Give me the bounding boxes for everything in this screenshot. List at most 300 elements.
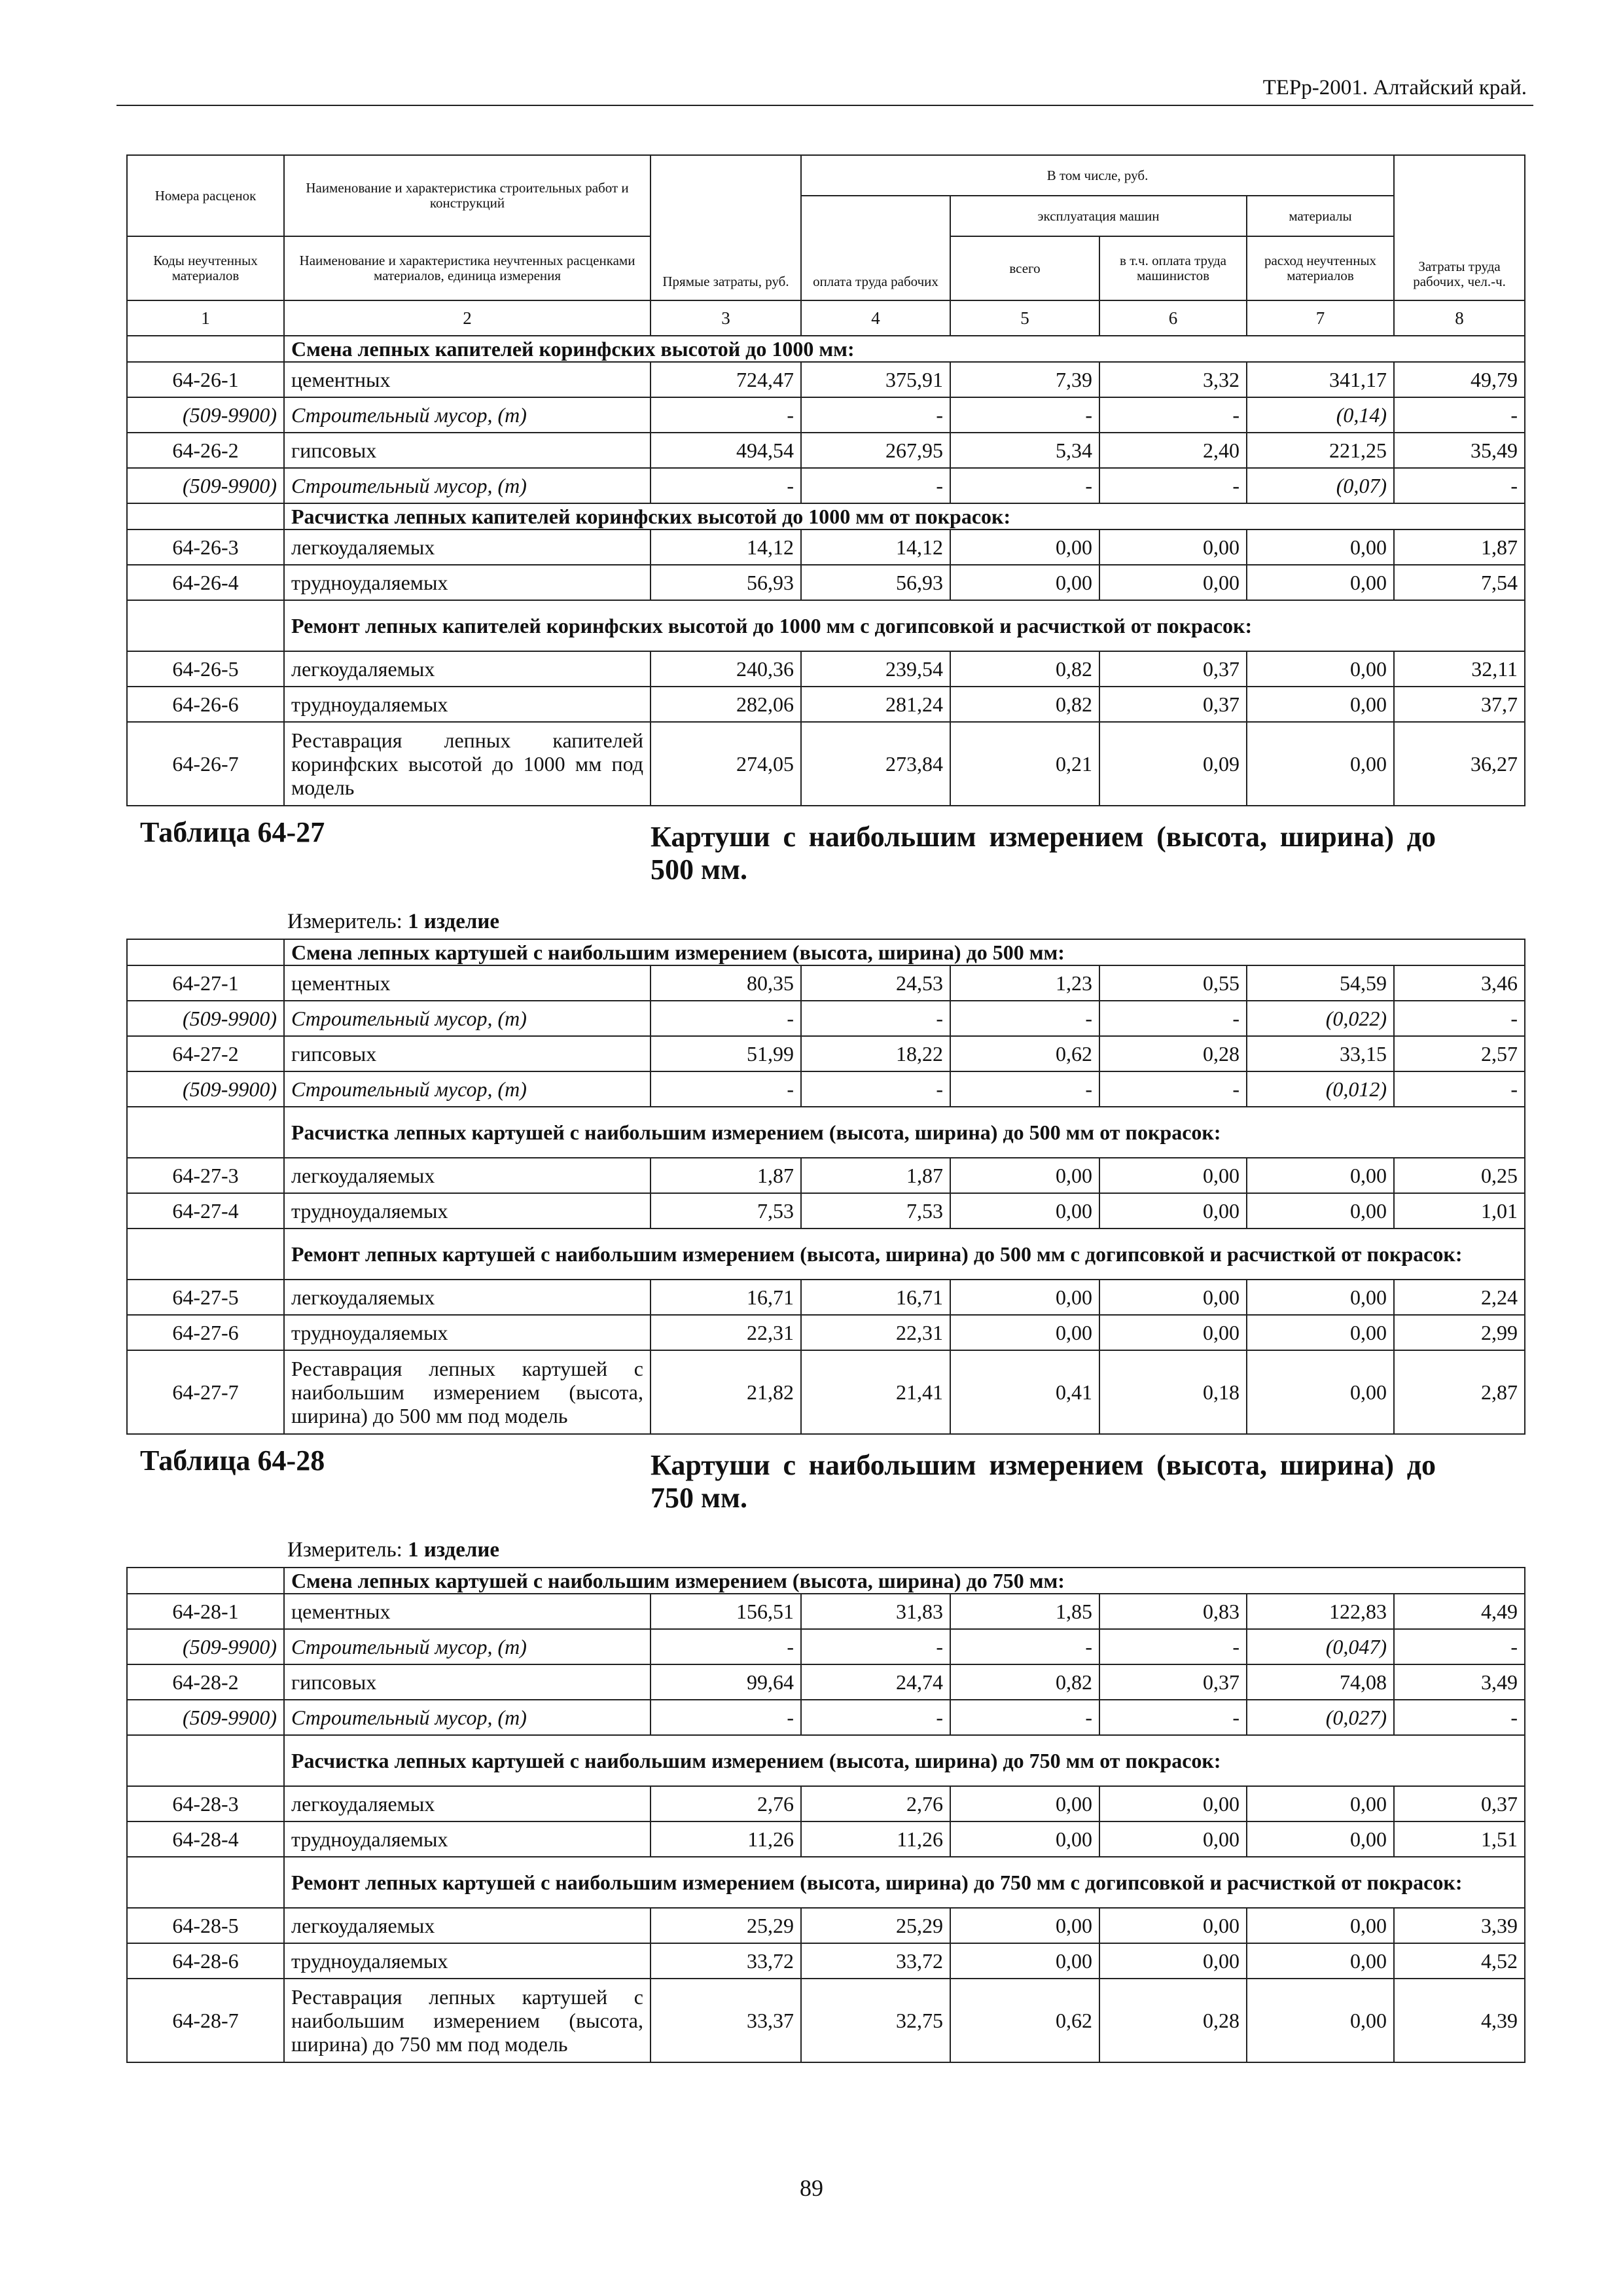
rate-code: 64-27-2 (127, 1036, 284, 1071)
rate-row (127, 433, 1525, 468)
column-number: 3 (651, 300, 801, 336)
labor-cost-value: 56,93 (801, 565, 950, 600)
section-heading-row (127, 1229, 1525, 1280)
header-name-top: Наименование и характеристика строительных работ и конструкций (284, 155, 651, 236)
direct-cost-value: 25,29 (651, 1908, 801, 1943)
machines-labor-value: 0,00 (1099, 1158, 1247, 1193)
labor-hours-value: 2,24 (1394, 1280, 1525, 1315)
column-number: 6 (1099, 300, 1247, 336)
machines-total-value: 0,62 (950, 1979, 1099, 2062)
column-number: 1 (127, 300, 284, 336)
direct-cost-value: 99,64 (651, 1664, 801, 1700)
labor-cost-value: 21,41 (801, 1350, 950, 1434)
rate-code: 64-27-3 (127, 1158, 284, 1193)
rate-name: легкоудаляемых (284, 529, 651, 565)
machines-labor-value: 0,00 (1099, 565, 1247, 600)
direct-cost-value: 1,87 (651, 1158, 801, 1193)
machines-total-value: - (950, 1001, 1099, 1036)
machines-labor-value: 3,32 (1099, 362, 1247, 397)
machines-labor-value: 0,00 (1099, 1193, 1247, 1229)
machines-total-value: 0,82 (950, 651, 1099, 687)
labor-hours-value: - (1394, 1071, 1525, 1107)
material-row (127, 1071, 1525, 1107)
machines-labor-value: 0,00 (1099, 1315, 1247, 1350)
machines-total-value: - (950, 1071, 1099, 1107)
machines-labor-value: 0,37 (1099, 687, 1247, 722)
rate-code: 64-26-5 (127, 651, 284, 687)
labor-hours-value: - (1394, 1629, 1525, 1664)
page-header-text: ТЕРр-2001. Алтайский край. (1262, 76, 1527, 99)
material-code: (509-9900) (127, 1700, 284, 1735)
rate-row (127, 1821, 1525, 1857)
materials-unaccounted-value: 33,15 (1247, 1036, 1394, 1071)
materials-unaccounted-value: 122,83 (1247, 1594, 1394, 1629)
section-heading-row (127, 600, 1525, 651)
materials-unaccounted-value: 0,00 (1247, 1979, 1394, 2062)
labor-hours-value: 36,27 (1394, 722, 1525, 806)
labor-cost-value: 7,53 (801, 1193, 950, 1229)
rate-row (127, 1594, 1525, 1629)
materials-unaccounted-value: 0,00 (1247, 1193, 1394, 1229)
machines-total-value: 0,41 (950, 1350, 1099, 1434)
rate-code: 64-26-7 (127, 722, 284, 806)
rate-code: 64-28-3 (127, 1786, 284, 1821)
materials-unaccounted-value: 0,00 (1247, 651, 1394, 687)
machines-labor-value: 0,09 (1099, 722, 1247, 806)
labor-cost-value: - (801, 1629, 950, 1664)
table-title: Картуши с наибольшим измерением (высота, ширина) до 750 мм. (651, 1449, 1436, 1514)
rate-code: 64-28-7 (127, 1979, 284, 2062)
machines-labor-value: 0,00 (1099, 1943, 1247, 1979)
material-name: Строительный мусор, (т) (284, 1001, 651, 1036)
rate-name: легкоудаляемых (284, 1158, 651, 1193)
material-row (127, 1001, 1525, 1036)
machines-labor-value: 0,00 (1099, 1821, 1247, 1857)
materials-unaccounted-value: 0,00 (1247, 1158, 1394, 1193)
section-blank-cell (127, 600, 284, 651)
machines-total-value: 0,21 (950, 722, 1099, 806)
direct-cost-value: - (651, 1700, 801, 1735)
materials-unaccounted-value: 74,08 (1247, 1664, 1394, 1700)
rate-name: гипсовых (284, 1036, 651, 1071)
rate-code: 64-26-4 (127, 565, 284, 600)
section-title: Смена лепных картушей с наибольшим измерением (высота, ширина) до 750 мм: (284, 1568, 1525, 1594)
machines-labor-value: - (1099, 1001, 1247, 1036)
labor-cost-value: 31,83 (801, 1594, 950, 1629)
rate-code: 64-26-1 (127, 362, 284, 397)
rates-table (126, 154, 1525, 2063)
labor-hours-value: 49,79 (1394, 362, 1525, 397)
machines-labor-value: - (1099, 1629, 1247, 1664)
machines-labor-value: 0,55 (1099, 965, 1247, 1001)
machines-total-value: - (950, 1629, 1099, 1664)
material-name: Строительный мусор, (т) (284, 1629, 651, 1664)
materials-unaccounted-value: (0,027) (1247, 1700, 1394, 1735)
header-machines-total: всего (950, 236, 1099, 300)
material-name: Строительный мусор, (т) (284, 1071, 651, 1107)
labor-cost-value: 16,71 (801, 1280, 950, 1315)
machines-total-value: 0,00 (950, 1821, 1099, 1857)
rate-row (127, 1786, 1525, 1821)
section-blank-cell (127, 336, 284, 362)
material-code: (509-9900) (127, 1071, 284, 1107)
direct-cost-value: - (651, 1001, 801, 1036)
machines-total-value: - (950, 468, 1099, 503)
materials-unaccounted-value: (0,022) (1247, 1001, 1394, 1036)
labor-cost-value: 18,22 (801, 1036, 950, 1071)
machines-labor-value: 0,37 (1099, 651, 1247, 687)
rate-name: трудноудаляемых (284, 687, 651, 722)
material-name: Строительный мусор, (т) (284, 468, 651, 503)
machines-total-value: 0,82 (950, 1664, 1099, 1700)
labor-hours-value: 3,46 (1394, 965, 1525, 1001)
header-labor-pay: оплата труда рабочих (801, 196, 950, 300)
section-title: Ремонт лепных картушей с наибольшим измерением (высота, ширина) до 500 мм с догипсовкой и расчисткой от покрасок: (284, 1229, 1525, 1280)
labor-hours-value: 35,49 (1394, 433, 1525, 468)
direct-cost-value: - (651, 468, 801, 503)
unit-label: Измеритель: (287, 910, 402, 933)
materials-unaccounted-value: 0,00 (1247, 1908, 1394, 1943)
rate-row (127, 1908, 1525, 1943)
rate-name: легкоудаляемых (284, 651, 651, 687)
rate-name: трудноудаляемых (284, 1943, 651, 1979)
labor-hours-value: 1,87 (1394, 529, 1525, 565)
rate-name: легкоудаляемых (284, 1908, 651, 1943)
machines-labor-value: 0,00 (1099, 1908, 1247, 1943)
direct-cost-value: 7,53 (651, 1193, 801, 1229)
section-blank-cell (127, 503, 284, 529)
labor-hours-value: 3,39 (1394, 1908, 1525, 1943)
rate-name: цементных (284, 362, 651, 397)
labor-cost-value: 267,95 (801, 433, 950, 468)
direct-cost-value: - (651, 397, 801, 433)
labor-cost-value: - (801, 1001, 950, 1036)
rate-name: гипсовых (284, 1664, 651, 1700)
machines-labor-value: 0,00 (1099, 529, 1247, 565)
material-name: Строительный мусор, (т) (284, 397, 651, 433)
section-title: Ремонт лепных капителей коринфских высотой до 1000 мм с догипсовкой и расчисткой от покрасок: (284, 600, 1525, 651)
labor-hours-value: - (1394, 397, 1525, 433)
material-code: (509-9900) (127, 1001, 284, 1036)
rate-code: 64-27-5 (127, 1280, 284, 1315)
rate-row (127, 1158, 1525, 1193)
machines-labor-value: - (1099, 397, 1247, 433)
machines-total-value: - (950, 1700, 1099, 1735)
rate-code: 64-26-6 (127, 687, 284, 722)
rate-code: 64-27-1 (127, 965, 284, 1001)
machines-total-value: 0,00 (950, 529, 1099, 565)
materials-unaccounted-value: 0,00 (1247, 1821, 1394, 1857)
direct-cost-value: - (651, 1629, 801, 1664)
materials-unaccounted-value: 0,00 (1247, 687, 1394, 722)
material-code: (509-9900) (127, 468, 284, 503)
rate-name: гипсовых (284, 433, 651, 468)
table-title-row (127, 1434, 1525, 1568)
materials-unaccounted-value: (0,14) (1247, 397, 1394, 433)
labor-hours-value: 32,11 (1394, 651, 1525, 687)
labor-hours-value: 0,25 (1394, 1158, 1525, 1193)
machines-total-value: 0,00 (950, 565, 1099, 600)
section-blank-cell (127, 1735, 284, 1786)
machines-labor-value: - (1099, 1700, 1247, 1735)
rate-row (127, 529, 1525, 565)
direct-cost-value: 282,06 (651, 687, 801, 722)
labor-cost-value: - (801, 468, 950, 503)
machines-total-value: 1,23 (950, 965, 1099, 1001)
labor-hours-value: 4,52 (1394, 1943, 1525, 1979)
machines-total-value: 0,62 (950, 1036, 1099, 1071)
table-title-row (127, 806, 1525, 939)
machines-total-value: 0,00 (950, 1786, 1099, 1821)
materials-unaccounted-value: 0,00 (1247, 1280, 1394, 1315)
rate-code: 64-27-4 (127, 1193, 284, 1229)
material-code: (509-9900) (127, 397, 284, 433)
rate-name: Реставрация лепных картушей с наибольшим измерением (высота, ширина) до 750 мм под модель (284, 1979, 651, 2062)
header-code-bottom: Коды неучтенных материалов (127, 236, 284, 300)
material-row (127, 397, 1525, 433)
direct-cost-value: 11,26 (651, 1821, 801, 1857)
header-machines-labor: в т.ч. оплата труда машинистов (1099, 236, 1247, 300)
rate-row (127, 1315, 1525, 1350)
rate-row (127, 565, 1525, 600)
machines-labor-value: 0,00 (1099, 1786, 1247, 1821)
section-title: Расчистка лепных картушей с наибольшим измерением (высота, ширина) до 750 мм от покрасок: (284, 1735, 1525, 1786)
section-title: Расчистка лепных капителей коринфских высотой до 1000 мм от покрасок: (284, 503, 1525, 529)
section-heading-row (127, 1735, 1525, 1786)
section-heading-row (127, 939, 1525, 965)
header-materials-unaccounted: расход неучтенных материалов (1247, 236, 1394, 300)
rate-code: 64-27-6 (127, 1315, 284, 1350)
machines-labor-value: 0,37 (1099, 1664, 1247, 1700)
labor-cost-value: 1,87 (801, 1158, 950, 1193)
direct-cost-value: 22,31 (651, 1315, 801, 1350)
rate-row (127, 1280, 1525, 1315)
direct-cost-value: 494,54 (651, 433, 801, 468)
section-title: Расчистка лепных картушей с наибольшим измерением (высота, ширина) до 500 мм от покрасок: (284, 1107, 1525, 1158)
labor-hours-value: 4,39 (1394, 1979, 1525, 2062)
labor-hours-value: 37,7 (1394, 687, 1525, 722)
materials-unaccounted-value: (0,07) (1247, 468, 1394, 503)
machines-total-value: 0,00 (950, 1280, 1099, 1315)
rate-name: трудноудаляемых (284, 1821, 651, 1857)
rate-code: 64-28-1 (127, 1594, 284, 1629)
labor-cost-value: 25,29 (801, 1908, 950, 1943)
rate-code: 64-26-3 (127, 529, 284, 565)
header-row-1 (127, 155, 1525, 196)
labor-cost-value: 32,75 (801, 1979, 950, 2062)
column-numbers-row (127, 300, 1525, 336)
machines-labor-value: 0,28 (1099, 1979, 1247, 2062)
labor-cost-value: 2,76 (801, 1786, 950, 1821)
rates-table-body (127, 155, 1525, 2062)
table-title-cell (127, 1434, 1525, 1568)
labor-cost-value: 14,12 (801, 529, 950, 565)
material-row (127, 1700, 1525, 1735)
material-row (127, 1629, 1525, 1664)
rate-row (127, 965, 1525, 1001)
machines-total-value: 5,34 (950, 433, 1099, 468)
unit-value: 1 изделие (408, 910, 500, 933)
direct-cost-value: 51,99 (651, 1036, 801, 1071)
column-number: 2 (284, 300, 651, 336)
table-title: Картуши с наибольшим измерением (высота, ширина) до 500 мм. (651, 821, 1436, 886)
labor-hours-value: 3,49 (1394, 1664, 1525, 1700)
rate-code: 64-28-6 (127, 1943, 284, 1979)
labor-cost-value: 22,31 (801, 1315, 950, 1350)
material-code: (509-9900) (127, 1629, 284, 1664)
direct-cost-value: 21,82 (651, 1350, 801, 1434)
direct-cost-value: 33,72 (651, 1943, 801, 1979)
rate-code: 64-28-2 (127, 1664, 284, 1700)
machines-total-value: 0,00 (950, 1315, 1099, 1350)
labor-cost-value: 239,54 (801, 651, 950, 687)
rate-name: трудноудаляемых (284, 565, 651, 600)
table-unit (287, 910, 499, 933)
rate-name: трудноудаляемых (284, 1193, 651, 1229)
machines-labor-value: 0,18 (1099, 1350, 1247, 1434)
column-number: 4 (801, 300, 950, 336)
direct-cost-value: 33,37 (651, 1979, 801, 2062)
machines-total-value: 7,39 (950, 362, 1099, 397)
direct-cost-value: - (651, 1071, 801, 1107)
rate-row (127, 1036, 1525, 1071)
materials-unaccounted-value: 0,00 (1247, 1350, 1394, 1434)
rate-row (127, 651, 1525, 687)
labor-cost-value: - (801, 1071, 950, 1107)
section-blank-cell (127, 1568, 284, 1594)
section-title: Смена лепных капителей коринфских высотой до 1000 мм: (284, 336, 1525, 362)
labor-cost-value: 33,72 (801, 1943, 950, 1979)
labor-cost-value: 24,74 (801, 1664, 950, 1700)
section-blank-cell (127, 939, 284, 965)
direct-cost-value: 16,71 (651, 1280, 801, 1315)
direct-cost-value: 14,12 (651, 529, 801, 565)
table-title-block (127, 806, 1525, 939)
page-number: 89 (800, 2175, 823, 2201)
materials-unaccounted-value: (0,047) (1247, 1629, 1394, 1664)
machines-labor-value: - (1099, 1071, 1247, 1107)
direct-cost-value: 2,76 (651, 1786, 801, 1821)
rate-code: 64-28-4 (127, 1821, 284, 1857)
labor-hours-value: 7,54 (1394, 565, 1525, 600)
machines-total-value: 0,00 (950, 1193, 1099, 1229)
labor-hours-value: 2,99 (1394, 1315, 1525, 1350)
machines-total-value: 0,00 (950, 1908, 1099, 1943)
machines-total-value: 1,85 (950, 1594, 1099, 1629)
rate-name: Реставрация лепных капителей коринфских высотой до 1000 мм под модель (284, 722, 651, 806)
materials-unaccounted-value: 0,00 (1247, 722, 1394, 806)
direct-cost-value: 240,36 (651, 651, 801, 687)
labor-hours-value: 4,49 (1394, 1594, 1525, 1629)
machines-total-value: 0,82 (950, 687, 1099, 722)
section-blank-cell (127, 1107, 284, 1158)
section-heading-row (127, 1107, 1525, 1158)
rate-name: цементных (284, 965, 651, 1001)
machines-labor-value: - (1099, 468, 1247, 503)
rate-name: трудноудаляемых (284, 1315, 651, 1350)
labor-cost-value: - (801, 1700, 950, 1735)
column-number: 5 (950, 300, 1099, 336)
section-heading-row (127, 336, 1525, 362)
header-code-top: Номера расценок (127, 155, 284, 236)
table-unit (287, 1538, 499, 1562)
section-title: Ремонт лепных картушей с наибольшим измерением (высота, ширина) до 750 мм с догипсовкой и расчисткой от покрасок: (284, 1857, 1525, 1908)
rate-row (127, 1943, 1525, 1979)
rate-row (127, 1664, 1525, 1700)
rate-row (127, 362, 1525, 397)
materials-unaccounted-value: 0,00 (1247, 1315, 1394, 1350)
section-blank-cell (127, 1229, 284, 1280)
rate-row (127, 1193, 1525, 1229)
direct-cost-value: 724,47 (651, 362, 801, 397)
labor-hours-value: 0,37 (1394, 1786, 1525, 1821)
section-heading-row (127, 1857, 1525, 1908)
table-title-cell (127, 806, 1525, 939)
section-title: Смена лепных картушей с наибольшим измерением (высота, ширина) до 500 мм: (284, 939, 1525, 965)
rate-name: Реставрация лепных картушей с наибольшим измерением (высота, ширина) до 500 мм под модель (284, 1350, 651, 1434)
materials-unaccounted-value: (0,012) (1247, 1071, 1394, 1107)
labor-cost-value: - (801, 397, 950, 433)
rate-row (127, 1979, 1525, 2062)
rate-name: цементных (284, 1594, 651, 1629)
material-row (127, 468, 1525, 503)
labor-hours-value: 1,51 (1394, 1821, 1525, 1857)
labor-cost-value: 281,24 (801, 687, 950, 722)
rate-code: 64-26-2 (127, 433, 284, 468)
labor-cost-value: 375,91 (801, 362, 950, 397)
materials-unaccounted-value: 341,17 (1247, 362, 1394, 397)
section-blank-cell (127, 1857, 284, 1908)
materials-unaccounted-value: 0,00 (1247, 529, 1394, 565)
header-name-bottom: Наименование и характеристика неучтенных расценками материалов, единица измерения (284, 236, 651, 300)
labor-hours-value: - (1394, 1700, 1525, 1735)
material-name: Строительный мусор, (т) (284, 1700, 651, 1735)
labor-hours-value: 2,87 (1394, 1350, 1525, 1434)
materials-unaccounted-value: 221,25 (1247, 433, 1394, 468)
table-title-block (127, 1435, 1525, 1567)
header-direct-costs: Прямые затраты, руб. (651, 155, 801, 300)
unit-value: 1 изделие (408, 1538, 500, 1562)
materials-unaccounted-value: 0,00 (1247, 565, 1394, 600)
header-machines: эксплуатация машин (950, 196, 1247, 236)
header-including: В том числе, руб. (801, 155, 1394, 196)
machines-labor-value: 0,83 (1099, 1594, 1247, 1629)
labor-cost-value: 273,84 (801, 722, 950, 806)
unit-label: Измеритель: (287, 1538, 402, 1562)
labor-cost-value: 11,26 (801, 1821, 950, 1857)
materials-unaccounted-value: 0,00 (1247, 1786, 1394, 1821)
section-heading-row (127, 503, 1525, 529)
rate-name: легкоудаляемых (284, 1280, 651, 1315)
materials-unaccounted-value: 0,00 (1247, 1943, 1394, 1979)
machines-labor-value: 2,40 (1099, 433, 1247, 468)
machines-total-value: - (950, 397, 1099, 433)
rate-code: 64-28-5 (127, 1908, 284, 1943)
labor-cost-value: 24,53 (801, 965, 950, 1001)
machines-total-value: 0,00 (950, 1943, 1099, 1979)
table-number: Таблица 64-28 (140, 1444, 325, 1477)
rate-row (127, 687, 1525, 722)
labor-hours-value: 1,01 (1394, 1193, 1525, 1229)
rate-row (127, 1350, 1525, 1434)
page-header (116, 73, 1533, 106)
direct-cost-value: 56,93 (651, 565, 801, 600)
machines-total-value: 0,00 (950, 1158, 1099, 1193)
header-labor-hours: Затраты труда рабочих, чел.-ч. (1394, 155, 1525, 300)
header-materials: материалы (1247, 196, 1394, 236)
rate-name: легкоудаляемых (284, 1786, 651, 1821)
labor-hours-value: - (1394, 468, 1525, 503)
